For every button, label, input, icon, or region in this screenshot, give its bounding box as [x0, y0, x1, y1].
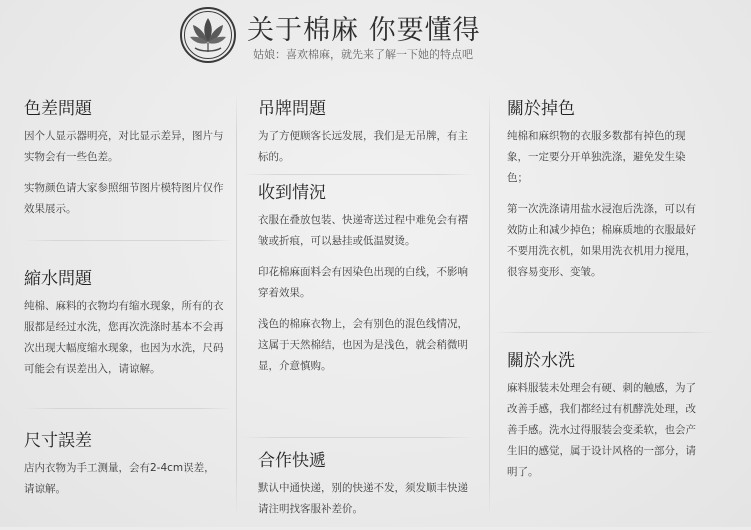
section-paragraph: 店内衣物为手工测量，会有2-4cm误差，请谅解。: [24, 462, 215, 495]
section-paragraph: 印花棉麻面料会有因染色出现的白线，不影响穿着效果。: [258, 266, 468, 299]
section-divider: [493, 332, 717, 333]
section-paragraph: 因个人显示器明亮，对比显示差异，图片与实物会有一些色差。: [24, 130, 224, 163]
section-title: 縮水問題: [24, 269, 92, 289]
column-divider: [489, 92, 490, 517]
section-size-error: [24, 430, 220, 510]
column-divider: [236, 92, 237, 517]
section-divider: [24, 408, 232, 409]
section-title: 尺寸誤差: [24, 431, 92, 451]
section-paragraph: 纯棉和麻织物的衣服多数都有掉色的现象，一定要分开单独洗涤，避免发生染色；: [507, 130, 686, 184]
section-title: 關於水洗: [507, 351, 575, 371]
section-paragraph: 纯棉、麻料的衣物均有缩水现象，所有的衣服都是经过水洗，您再次洗涤时基本不会再次出现大幅度缩水现象，也因为水洗，尺码可能会有误差出入，请谅解。: [24, 300, 224, 375]
section-title: 收到情況: [258, 183, 326, 203]
section-divider: [242, 174, 474, 175]
section-title: 色差問題: [24, 99, 92, 119]
section-paragraph: 第一次洗涤请用盐水浸泡后洗涤，可以有效防止和减少掉色；棉麻质地的衣服最好不要用洗衣机，如果用洗衣机用力搅甩，很容易变形、变皱。: [507, 203, 696, 278]
section-paragraph: 麻料服装未处理会有硬、刺的触感，为了改善手感，我们都经过有机酵洗处理，改善手感。洗水过得服装会变柔软，也会产生旧的感觉，属于设计风格的一部分，请明了。: [507, 382, 696, 478]
section-color-difference: [24, 98, 232, 230]
lotus-emblem-icon: [179, 6, 237, 64]
section-washing: [507, 350, 703, 493]
section-paragraph: 衣服在叠放包装、快递寄送过程中难免会有褶皱或折痕，可以悬挂或低温熨烫。: [258, 214, 468, 247]
header: [0, 0, 751, 80]
section-paragraph: 浅色的棉麻衣物上，会有别色的混色线情况，这属于天然棉结，也因为是浅色，就会稍微明显，介意慎购。: [258, 318, 468, 372]
section-paragraph: 默认中通快递，别的快递不发，须发顺丰快递请注明找客服补差价。: [258, 482, 468, 515]
section-shrinkage: [24, 268, 226, 390]
page-title: 关于棉麻 你要懂得: [247, 15, 481, 46]
section-title: 關於掉色: [507, 99, 575, 119]
section-paragraph: 为了方便顾客长远发展，我们是无吊牌，有主标的。: [258, 130, 468, 163]
section-receiving: [258, 182, 468, 387]
section-tag: [258, 98, 474, 178]
section-title: 合作快遞: [258, 451, 326, 471]
section-fading: [507, 98, 703, 293]
page-subtitle: 姑娘：喜欢棉麻，就先来了解一下她的特点吧: [253, 48, 473, 61]
section-paragraph: 实物颜色请大家参照细节图片模特图片仅作效果展示。: [24, 182, 224, 215]
section-title: 吊牌問題: [258, 99, 326, 119]
section-divider: [24, 240, 232, 241]
section-courier: [258, 450, 468, 530]
section-divider: [242, 437, 474, 438]
